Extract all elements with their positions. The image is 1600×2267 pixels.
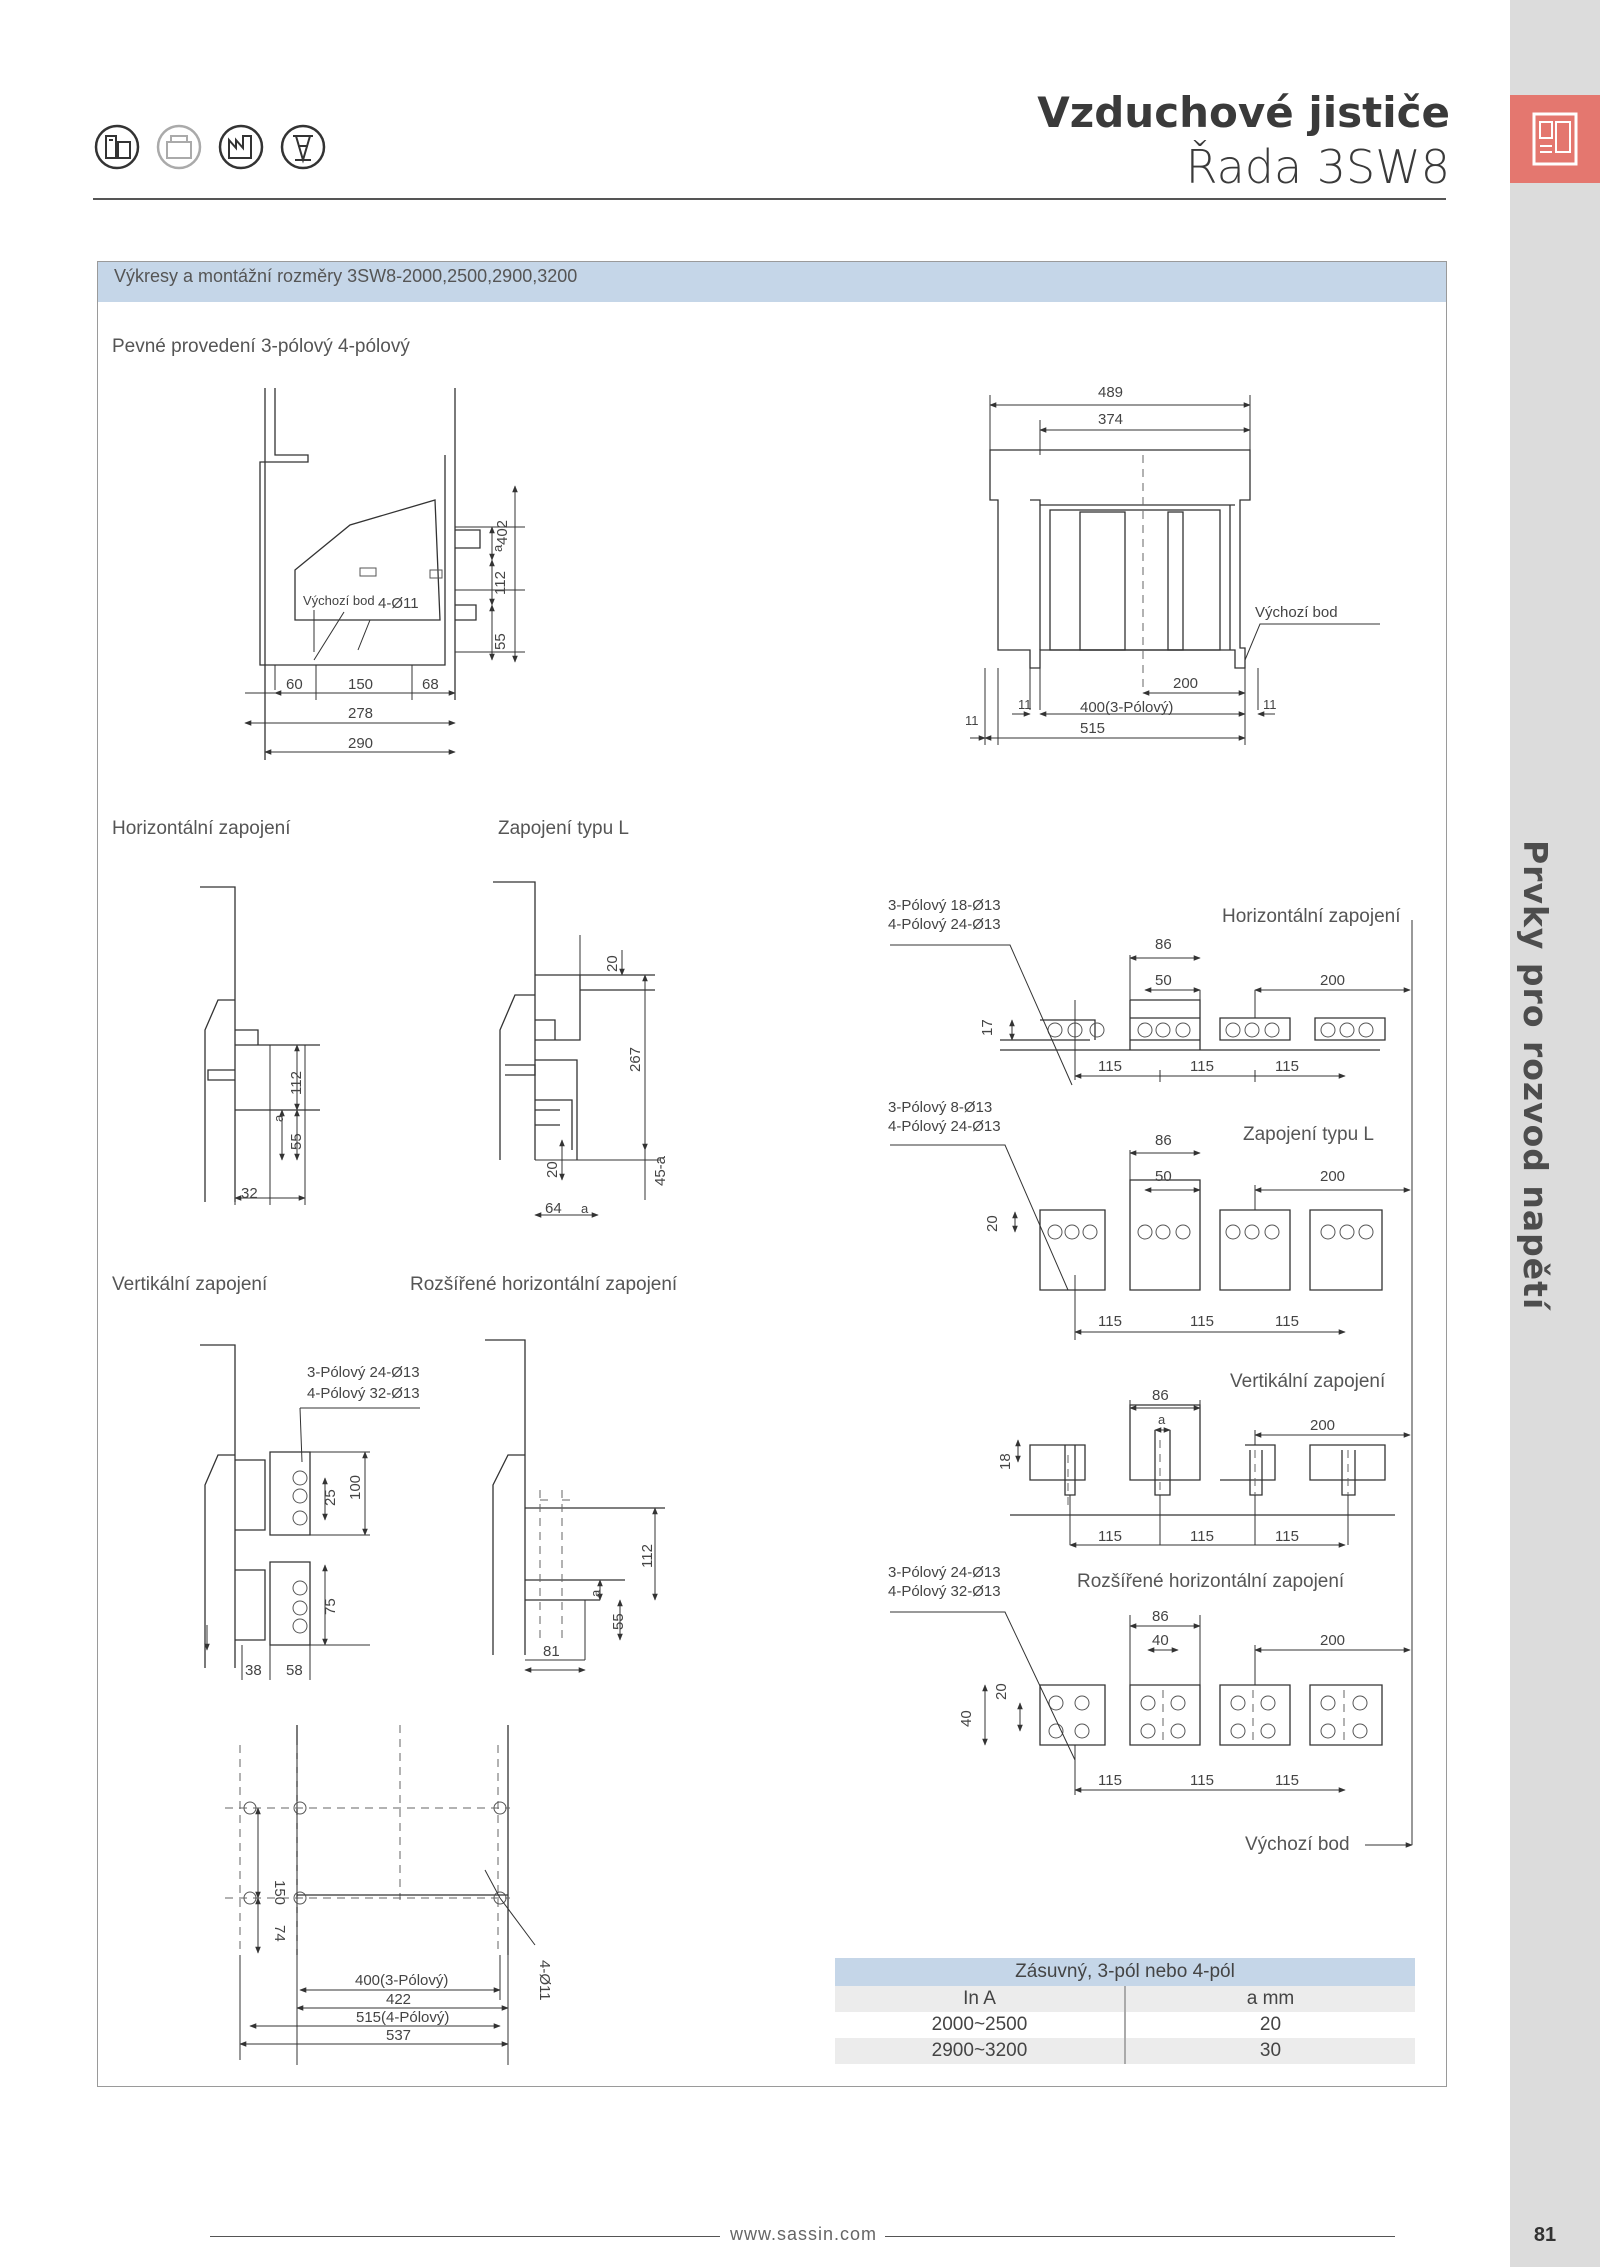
dim-label: 20	[993, 1683, 1010, 1700]
dim-label: 20	[544, 1161, 561, 1178]
dim-label: 115	[1275, 1313, 1299, 1330]
dim-label: 200	[1320, 972, 1346, 989]
footer-rule-right	[885, 2236, 1395, 2237]
drawing-right-l-type	[888, 1099, 1410, 1340]
label-vertical: Vertikální zapojení	[112, 1274, 268, 1295]
dim-label: 81	[543, 1643, 560, 1660]
dim-label: 402	[494, 519, 511, 545]
dim-label: 278	[348, 705, 374, 722]
dim-label: a	[271, 1114, 286, 1122]
dim-label: 115	[1098, 1313, 1122, 1330]
table-cell-a: 30	[1259, 2040, 1282, 2061]
dim-label: 20	[984, 1215, 1001, 1232]
page-subtitle: Řada 3SW8	[1185, 140, 1450, 194]
dim-label: Výchozí bod	[303, 593, 375, 608]
dim-label: 45-a	[652, 1155, 669, 1186]
dim-label: 55	[492, 633, 509, 650]
dim-label: 32	[241, 1185, 258, 1202]
dim-label: 112	[639, 1544, 656, 1568]
drawing-front	[965, 384, 1380, 745]
plug-in-table	[835, 1958, 1415, 2064]
dim-label: 150	[348, 676, 374, 693]
dim-label: 58	[286, 1662, 303, 1679]
table-cell-a: 20	[1259, 2014, 1282, 2035]
dim-label: 86	[1152, 1608, 1169, 1625]
dim-label: 3-Pólový 24-Ø13	[888, 1564, 1001, 1581]
dim-label: 40	[958, 1710, 975, 1727]
drawing-right-horizontal	[888, 897, 1410, 1085]
dim-label: 64	[545, 1200, 562, 1217]
drawing-right-vertical	[997, 1387, 1410, 1545]
drawing-right-extended	[888, 1564, 1410, 1795]
label-horizontal: Horizontální zapojení	[112, 818, 291, 839]
dim-label: 50	[1155, 1168, 1172, 1185]
drawing-fixed-side	[245, 388, 525, 760]
dim-label: 400(3-Pólový)	[1080, 699, 1174, 716]
dim-label: Výchozí bod	[1255, 604, 1338, 621]
label-r-vertical: Vertikální zapojení	[1230, 1371, 1386, 1392]
page-number: 81	[1533, 2224, 1557, 2246]
dim-label: a	[1158, 1412, 1166, 1427]
drawing-horizontal	[200, 887, 320, 1205]
dim-label: 4-Pólový 24-Ø13	[888, 1118, 1001, 1135]
label-extended: Rozšířené horizontální zapojení	[410, 1274, 678, 1295]
dim-label: 17	[979, 1019, 996, 1036]
table-row	[835, 2038, 1415, 2064]
dim-label: 60	[286, 676, 303, 693]
dim-label: 115	[1190, 1058, 1214, 1075]
dim-label: 112	[492, 571, 509, 595]
dim-label: a	[490, 544, 505, 552]
dim-label: 40	[1152, 1632, 1169, 1649]
dim-label: 115	[1098, 1058, 1122, 1075]
dim-label: 115	[1098, 1772, 1122, 1789]
dim-label: 11	[965, 713, 979, 728]
dim-label: 115	[1275, 1058, 1299, 1075]
label-r-extended: Rozšířené horizontální zapojení	[1077, 1571, 1345, 1592]
drawing-l-type	[493, 882, 669, 1217]
dim-label: 74	[271, 1925, 288, 1942]
dim-label: 112	[288, 1071, 305, 1095]
section-title: Výkresy a montážní rozměry 3SW8-2000,2500,2900,3200	[114, 266, 578, 286]
dim-label: 200	[1173, 675, 1199, 692]
dim-label: 100	[347, 1474, 364, 1500]
dim-label: 4-Ø11	[378, 595, 419, 612]
dim-label: 4-Pólový 32-Ø13	[888, 1583, 1001, 1600]
label-r-l-type: Zapojení typu L	[1243, 1124, 1374, 1145]
dim-label: 4-Ø11	[536, 1960, 553, 2001]
dim-label: 150	[271, 1880, 288, 1906]
dim-label: 55	[288, 1133, 305, 1150]
label-fixed: Pevné provedení 3-pólový 4-pólový	[112, 336, 410, 357]
dim-label: 86	[1155, 936, 1172, 953]
dim-label: 422	[386, 1991, 412, 2008]
drawing-extended	[485, 1340, 665, 1670]
dim-label: 20	[604, 955, 621, 972]
dim-label: 115	[1190, 1772, 1214, 1789]
dim-label: 3-Pólový 8-Ø13	[888, 1099, 993, 1116]
label-start-point: Výchozí bod	[1245, 1834, 1350, 1855]
dim-label: 68	[422, 676, 439, 693]
dim-label: 11	[1018, 697, 1032, 712]
dim-label: 75	[322, 1598, 339, 1615]
dim-label: 200	[1310, 1417, 1336, 1434]
dim-label: 115	[1190, 1313, 1214, 1330]
dim-label: 267	[627, 1046, 644, 1072]
dim-label: 55	[610, 1613, 627, 1630]
table-cell-in: 2000~2500	[835, 2012, 1126, 2038]
footer-url[interactable]: www.sassin.com	[730, 2224, 878, 2244]
dim-label: 86	[1152, 1387, 1169, 1404]
dim-label: 200	[1320, 1632, 1346, 1649]
label-r-horizontal: Horizontální zapojení	[1222, 906, 1401, 927]
dim-label: 115	[1275, 1528, 1299, 1545]
dim-label: 489	[1098, 384, 1124, 401]
dim-label: a	[581, 1201, 589, 1216]
sidebar-category-label: Prvky pro rozvod napětí	[1516, 840, 1555, 1311]
table-cell-in: 2900~3200	[835, 2038, 1126, 2064]
table-row	[835, 2012, 1415, 2038]
dim-label: 115	[1190, 1528, 1214, 1545]
page-title: Vzduchové jističe	[1037, 88, 1450, 137]
dim-label: 3-Pólový 24-Ø13	[307, 1364, 420, 1381]
dim-label: 115	[1275, 1772, 1299, 1789]
table-col-a: a mm	[1246, 1988, 1295, 2009]
dim-label: 290	[348, 735, 374, 752]
dim-label: 200	[1320, 1168, 1346, 1185]
drawing-vertical	[200, 1345, 420, 1680]
dim-label: 400(3-Pólový)	[355, 1972, 449, 1989]
dim-label: 18	[997, 1453, 1014, 1470]
dim-label: 50	[1155, 972, 1172, 989]
dim-label: 4-Pólový 32-Ø13	[307, 1385, 420, 1402]
table-col-header-row	[835, 1986, 1415, 2012]
dim-label: 25	[322, 1489, 339, 1506]
dim-label: 374	[1098, 411, 1124, 428]
dim-label: 11	[1263, 697, 1277, 712]
dim-label: 4-Pólový 24-Ø13	[888, 916, 1001, 933]
dim-label: 115	[1098, 1528, 1122, 1545]
dim-label: 38	[245, 1662, 262, 1679]
footer-rule-left	[210, 2236, 720, 2237]
dim-label: 515	[1080, 720, 1106, 737]
table-header: Zásuvný, 3-pól nebo 4-pól	[835, 1958, 1415, 1986]
dim-label: 86	[1155, 1132, 1172, 1149]
dim-label: 515(4-Pólový)	[356, 2009, 450, 2026]
label-l-type: Zapojení typu L	[498, 818, 629, 839]
dim-label: 537	[386, 2027, 412, 2044]
drawing-base	[225, 1725, 553, 2065]
dim-label: a	[588, 1589, 603, 1597]
dim-label: 3-Pólový 18-Ø13	[888, 897, 1001, 914]
table-col-in: In A	[835, 1986, 1126, 2012]
start-point-line	[1365, 920, 1412, 1845]
